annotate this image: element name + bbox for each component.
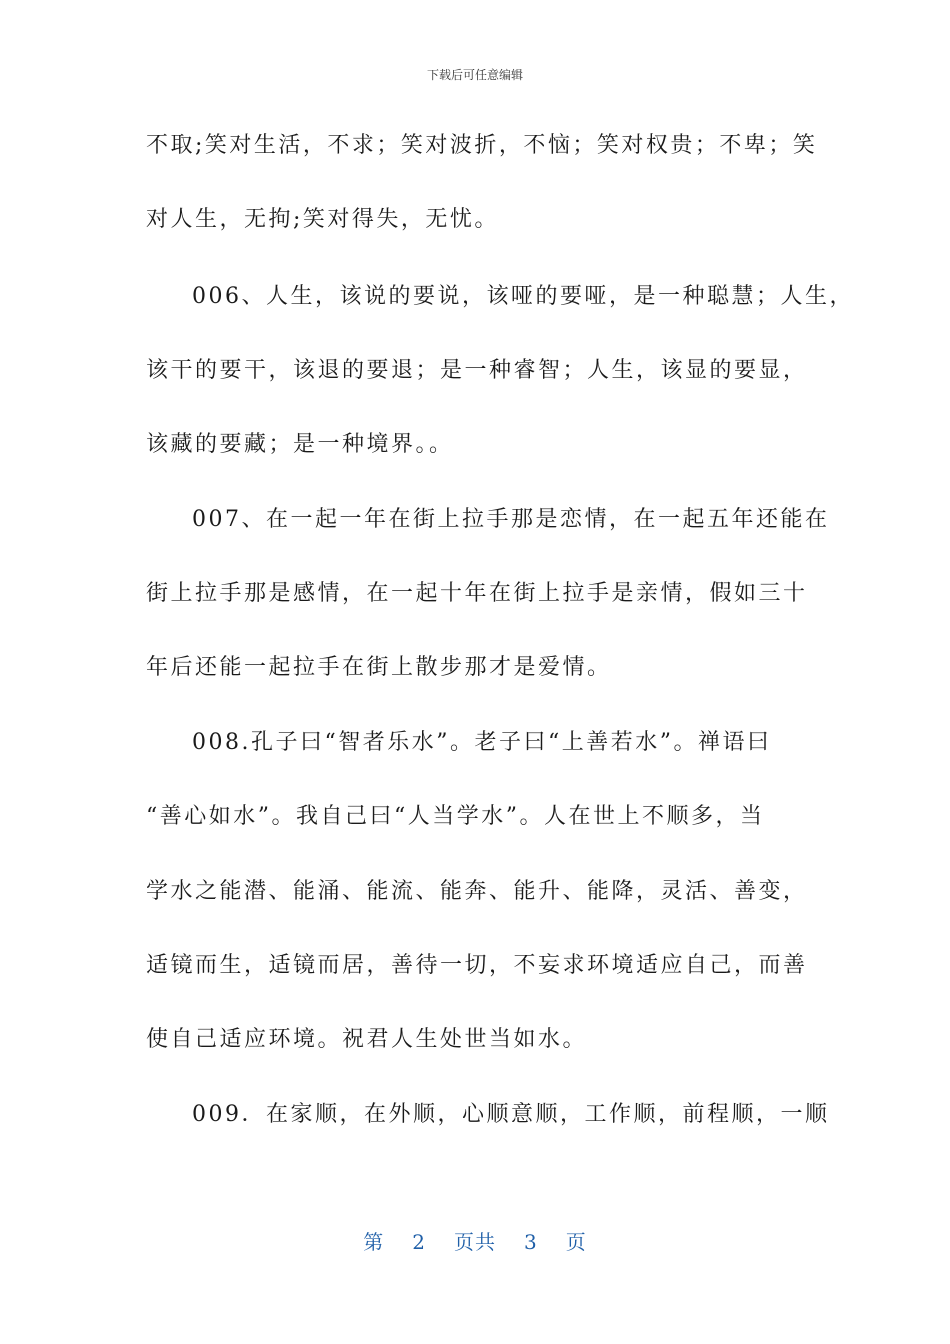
text-line: 使自己适应环境。祝君人生处世当如水。	[146, 1027, 588, 1052]
text-line: 年后还能一起拉手在街上散步那才是爱情。	[146, 655, 612, 680]
text-line: 006、人生，该说的要说，该哑的要哑，是一种聪慧；人生，	[192, 284, 854, 309]
text-line: 对人生，无拘;笑对得失，无忧。	[146, 207, 499, 232]
text-line: 街上拉手那是感情，在一起十年在街上拉手是亲情，假如三十	[146, 581, 808, 606]
text-line: 不取;笑对生活，不求；笑对波折，不恼；笑对权贵；不卑；笑	[146, 133, 818, 158]
footer-total-pages: 3	[524, 1230, 538, 1254]
text-line: 该干的要干，该退的要退；是一种睿智；人生，该显的要显，	[146, 358, 808, 383]
text-line: 009．在家顺，在外顺，心顺意顺，工作顺，前程顺，一顺	[192, 1102, 830, 1127]
text-line: 007、在一起一年在街上拉手那是恋情，在一起五年还能在	[192, 507, 830, 532]
footer-middle: 页共	[454, 1230, 496, 1254]
page-number-footer	[0, 1226, 950, 1255]
page-header-note: 下载后可任意编辑	[426, 68, 523, 82]
text-line: 学水之能潜、能涌、能流、能奔、能升、能降，灵活、善变，	[146, 879, 808, 904]
footer-page-number: 2	[412, 1230, 426, 1254]
text-line: 008.孔子曰“智者乐水”。老子曰“上善若水”。禅语曰	[192, 730, 772, 755]
footer-suffix: 页	[565, 1230, 587, 1254]
text-line: “善心如水”。我自己曰“人当学水”。人在世上不顺多，当	[146, 804, 765, 829]
footer-prefix: 第	[363, 1230, 385, 1254]
text-line: 该藏的要藏；是一种境界。。	[146, 432, 454, 457]
text-line: 适镜而生，适镜而居，善待一切，不妄求环境适应自己，而善	[146, 953, 808, 978]
